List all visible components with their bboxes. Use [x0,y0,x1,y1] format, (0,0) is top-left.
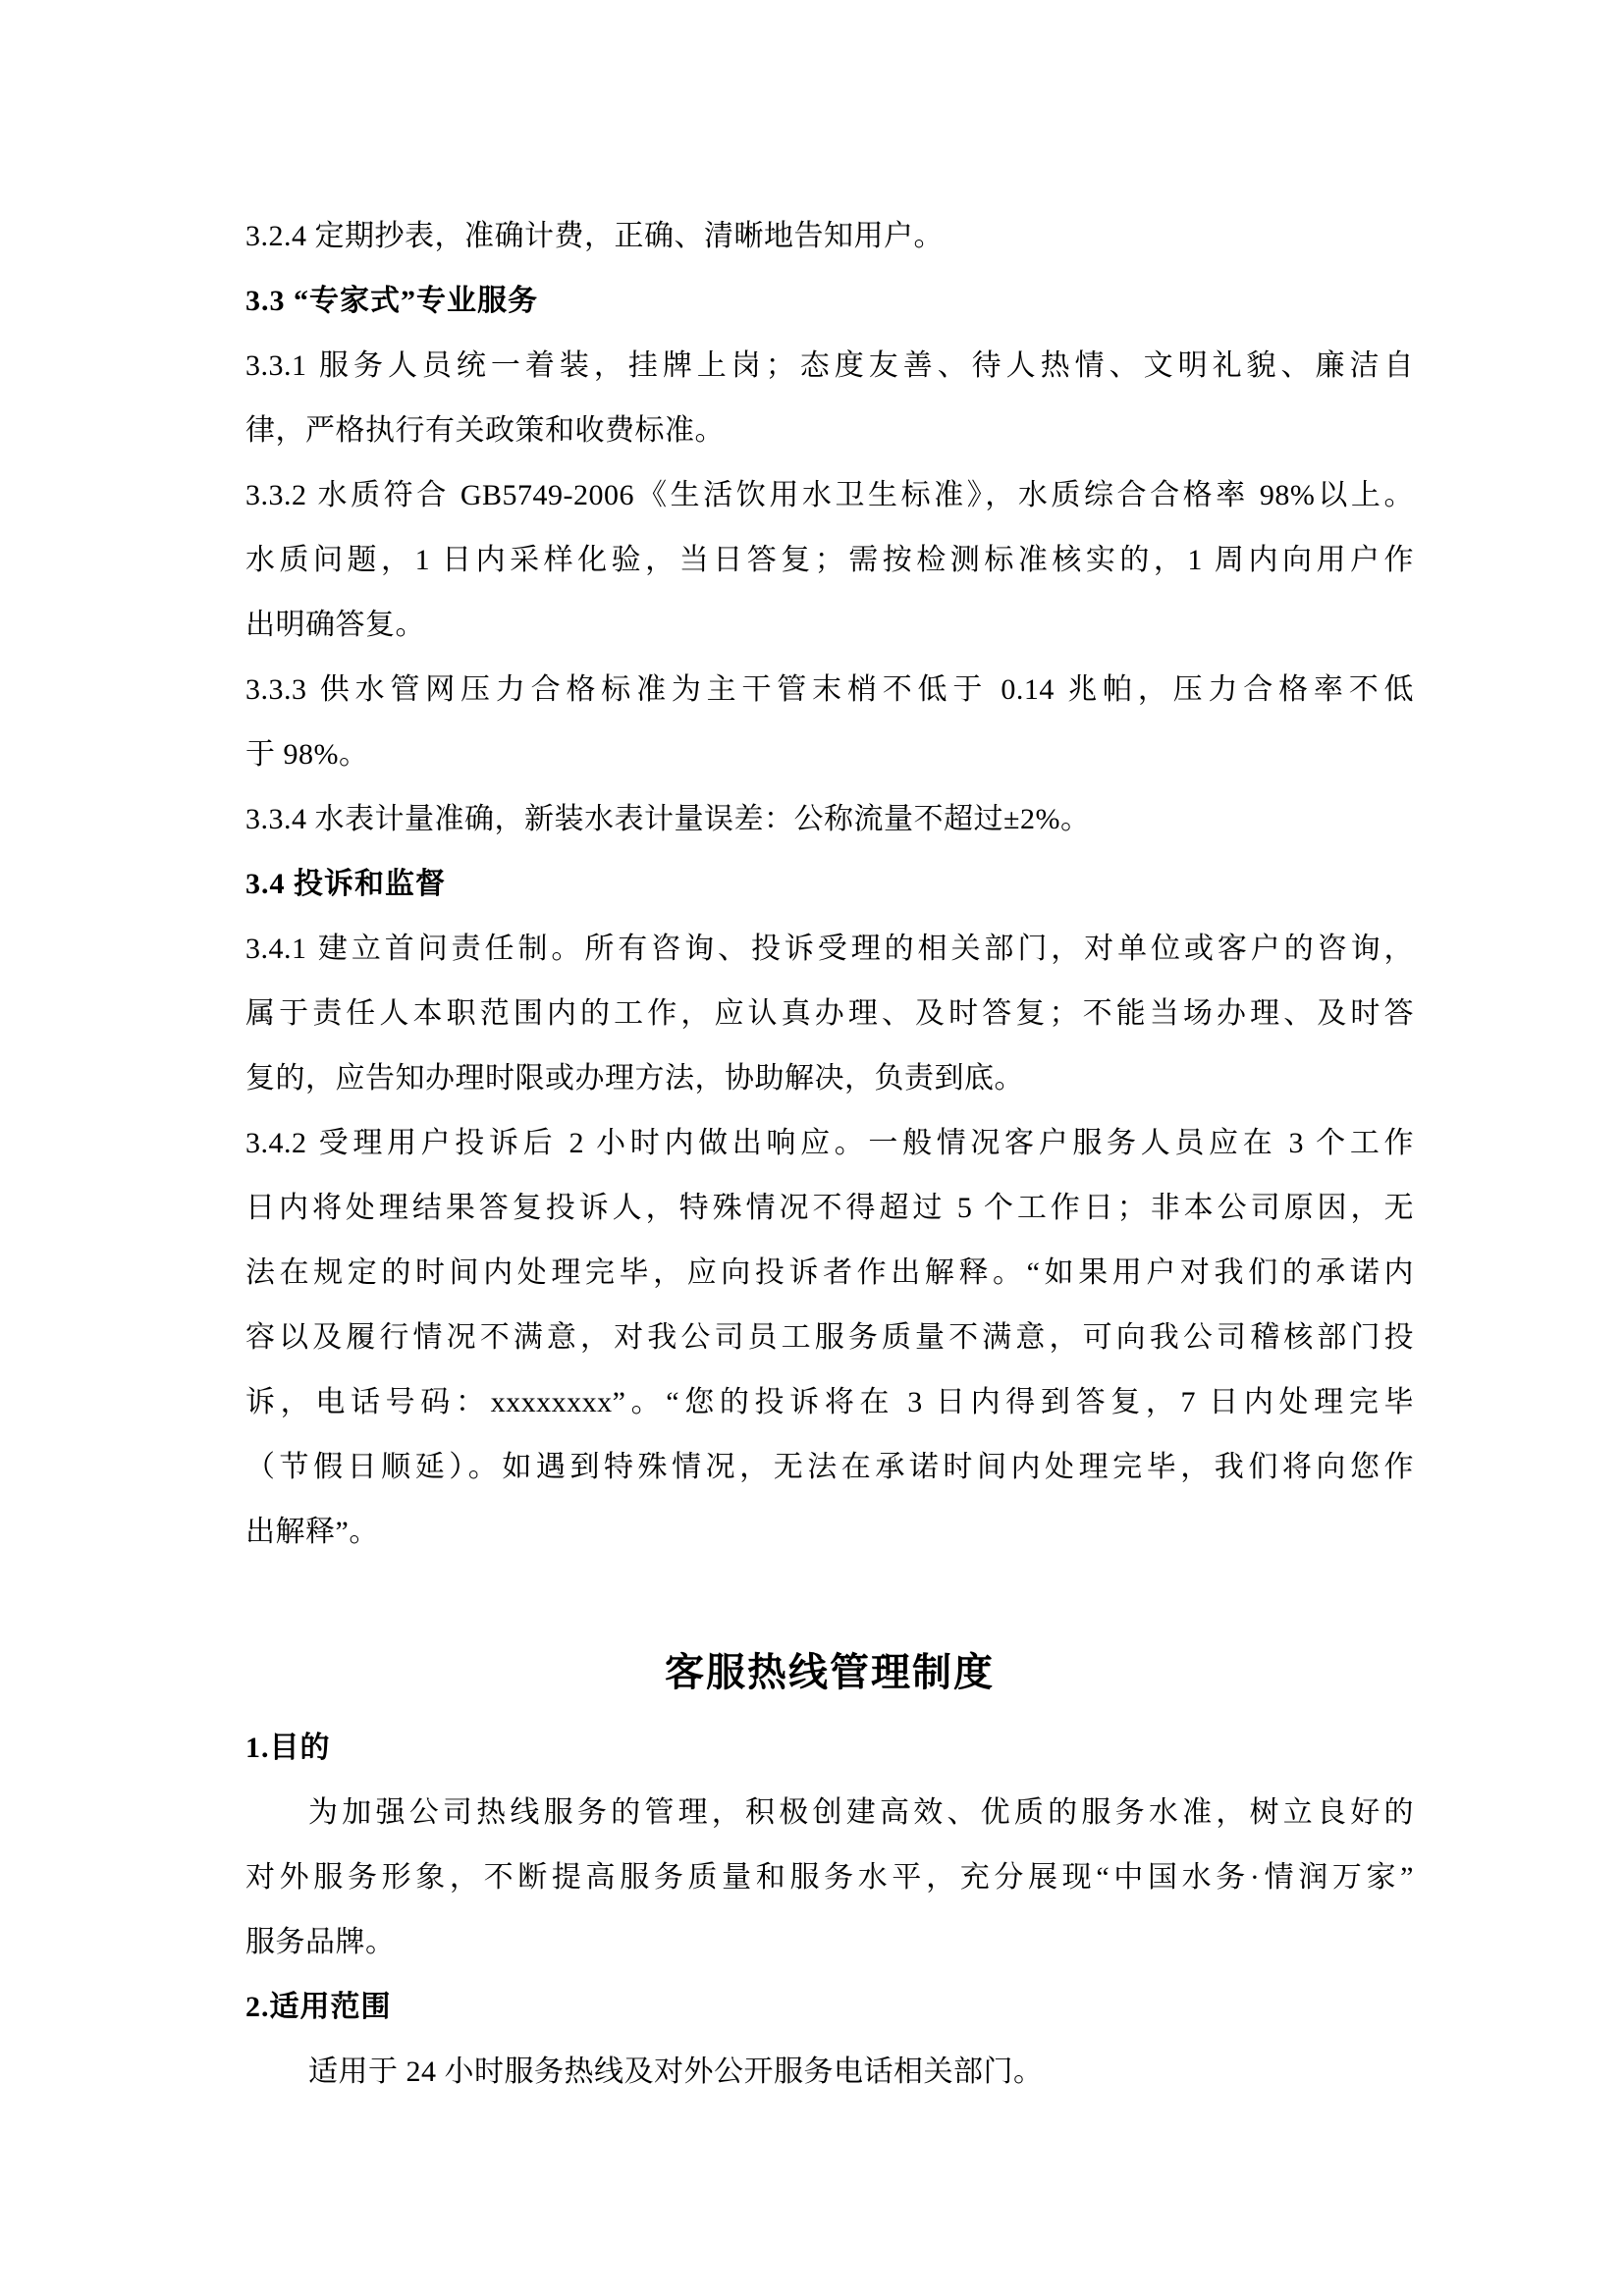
text-line: 服务品牌。 [245,1926,396,1958]
text-line: 3.3.1 服务人员统一着装，挂牌上岗；态度友善、待人热情、文明礼貌、廉洁自 [245,349,1414,382]
text-line: 于 98%。 [245,738,369,771]
text-line: 容以及履行情况不满意，对我公司员工服务质量不满意，可向我公司稽核部门投 [245,1321,1414,1354]
section-heading: 2.适用范围 [245,1991,392,2023]
text-line: 日内将处理结果答复投诉人，特殊情况不得超过 5 个工作日；非本公司原因，无 [245,1192,1414,1224]
text-line: 法在规定的时间内处理完毕，应向投诉者作出解释。“如果用户对我们的承诺内 [245,1256,1414,1289]
text-line: 3.3.3 供水管网压力合格标准为主干管末梢不低于 0.14 兆帕，压力合格率不低 [245,673,1414,706]
text-line: 3.3.2 水质符合 GB5749-2006《生活饮用水卫生标准》，水质综合合格率 98%以上。 [245,479,1414,511]
text-line: 水质问题，1 日内采样化验，当日答复；需按检测标准核实的，1 周内向用户作 [245,544,1414,576]
document-title: 客服热线管理制度 [665,1650,995,1694]
text-line: 出明确答复。 [245,609,425,641]
text-line: 对外服务形象，不断提高服务质量和服务水平，充分展现“中国水务·情润万家” [245,1861,1414,1894]
text-line: 3.3.4 水表计量准确，新装水表计量误差：公称流量不超过±2%。 [245,803,1091,835]
text-line: 适用于 24 小时服务热线及对外公开服务电话相关部门。 [308,2056,1044,2088]
section-heading: 3.3 “专家式”专业服务 [245,285,538,317]
text-line: 属于责任人本职范围内的工作，应认真办理、及时答复；不能当场办理、及时答 [245,997,1414,1030]
section-heading: 3.4 投诉和监督 [245,868,446,900]
text-line: 3.4.1 建立首问责任制。所有咨询、投诉受理的相关部门，对单位或客户的咨询， [245,933,1414,965]
blank-line [245,1565,1414,1629]
section-heading: 1.目的 [245,1732,331,1764]
text-line: 3.4.2 受理用户投诉后 2 小时内做出响应。一般情况客户服务人员应在 3 个工作 [245,1127,1414,1159]
text-line: 律，严格执行有关政策和收费标准。 [245,414,725,447]
text-line: 诉，电话号码：xxxxxxxx”。“您的投诉将在 3 日内得到答复，7 日内处理完毕 [245,1386,1414,1418]
text-line: （节假日顺延）。如遇到特殊情况，无法在承诺时间内处理完毕，我们将向您作 [245,1451,1414,1483]
text-line: 为加强公司热线服务的管理，积极创建高效、优质的服务水准，树立良好的 [308,1796,1414,1829]
text-line: 出解释”。 [245,1516,379,1548]
document-content [245,204,1414,2105]
text-line: 复的，应告知办理时限或办理方法，协助解决，负责到底。 [245,1062,1024,1095]
text-line: 3.2.4 定期抄表，准确计费，正确、清晰地告知用户。 [245,220,944,252]
